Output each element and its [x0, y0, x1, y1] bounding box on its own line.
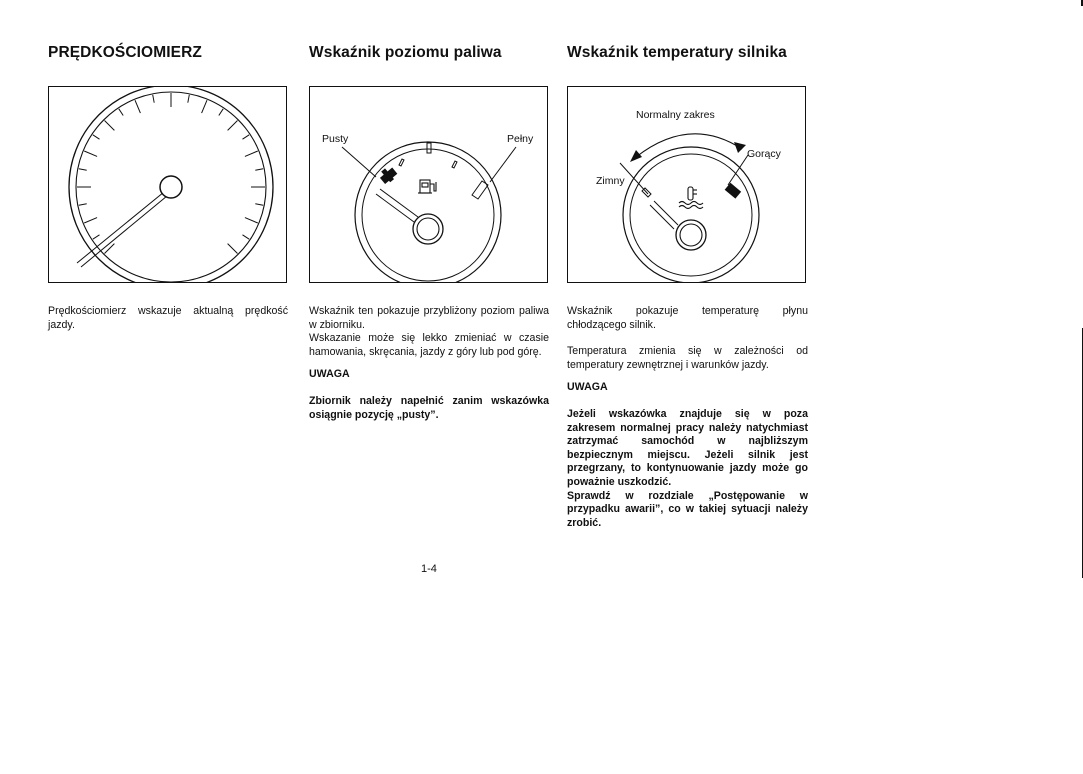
- temp-label-hot: Gorący: [747, 148, 781, 160]
- speedometer-tick: [79, 204, 87, 206]
- temp-warning-text-2: Sprawdź w rozdziale „Postępowanie w przypadku awarii”, co w takiej sytuacji należy zrobić.: [567, 489, 808, 529]
- temp-label-normal: Normalny zakres: [636, 109, 715, 121]
- speedometer-tick: [228, 244, 238, 254]
- fuel-warning-text: Zbiornik należy napełnić zanim wskazówka osiągnie pozycję „pusty”.: [309, 394, 549, 421]
- coolant-temperature-icon: [679, 187, 703, 209]
- speedometer-tick: [105, 121, 115, 131]
- page-number: 1-4: [421, 563, 437, 575]
- speedometer-tick: [153, 95, 155, 103]
- speedometer-title: PRĘDKOŚCIOMIERZ: [48, 44, 202, 61]
- temp-warning-heading: UWAGA: [567, 381, 608, 394]
- speedometer-tick: [255, 204, 263, 206]
- speedometer-tick: [93, 135, 100, 139]
- speedometer-illustration: [49, 87, 287, 283]
- speedometer-tick: [228, 121, 238, 131]
- speedometer-text: [48, 305, 288, 332]
- fuel-gauge-figure: [309, 86, 548, 283]
- temp-description-1: Wskaźnik pokazuje temperaturę płynu chłodzącego silnik.: [567, 305, 808, 331]
- speedometer-tick: [245, 218, 258, 223]
- speedometer-tick: [255, 169, 263, 171]
- speedometer-tick: [84, 218, 97, 223]
- speedometer-description: Prędkościomierz wskazuje aktualną prędkość jazdy.: [48, 305, 288, 331]
- fuel-label-empty: Pusty: [322, 133, 349, 145]
- temperature-gauge-illustration: [568, 87, 806, 283]
- fuel-description-1: Wskaźnik ten pokazuje przybliżony poziom paliwa w zbiorniku.: [309, 305, 549, 331]
- temperature-gauge-title: Wskaźnik temperatury silnika: [567, 44, 787, 61]
- speedometer-tick: [93, 235, 100, 239]
- fuel-label-full: Pełny: [507, 133, 534, 145]
- fuel-gauge-illustration: [310, 87, 548, 283]
- temp-warning-text-1: Jeżeli wskazówka znajduje się w poza zakresem normalnej pracy należy natychmiast zatrzymać samochód w najbliższym bezpiecznym miejscu. Jeżeli silnik jest przegrzany, to kontynuowanie jazdy może go poważnie uszkodzić.: [567, 407, 808, 488]
- temp-label-cold: Zimny: [596, 175, 625, 187]
- speedometer-figure: [48, 86, 287, 283]
- speedometer-tick: [119, 109, 123, 116]
- speedometer-tick: [202, 100, 207, 113]
- fuel-pump-icon: [418, 180, 436, 193]
- temperature-gauge-figure: [567, 86, 806, 283]
- fuel-description-2: Wskazanie może się lekko zmieniać w czasie hamowania, skręcania, jazdy z góry lub pod górę.: [309, 332, 549, 358]
- speedometer-tick: [243, 135, 250, 139]
- fuel-warning-heading: UWAGA: [309, 368, 350, 381]
- speedometer-tick: [219, 109, 223, 116]
- speedometer-tick: [105, 244, 115, 254]
- speedometer-tick: [245, 151, 258, 156]
- speedometer-tick: [135, 100, 140, 113]
- speedometer-tick: [79, 169, 87, 171]
- speedometer-tick: [243, 235, 250, 239]
- fuel-gauge-text: [309, 305, 549, 422]
- speedometer-tick: [188, 95, 190, 103]
- speedometer-tick: [84, 151, 97, 156]
- fuel-gauge-title: Wskaźnik poziomu paliwa: [309, 44, 502, 61]
- temperature-gauge-text: [567, 305, 808, 530]
- temp-description-2: Temperatura zmienia się w zależności od temperatury zewnętrznej i warunków jazdy.: [567, 345, 808, 371]
